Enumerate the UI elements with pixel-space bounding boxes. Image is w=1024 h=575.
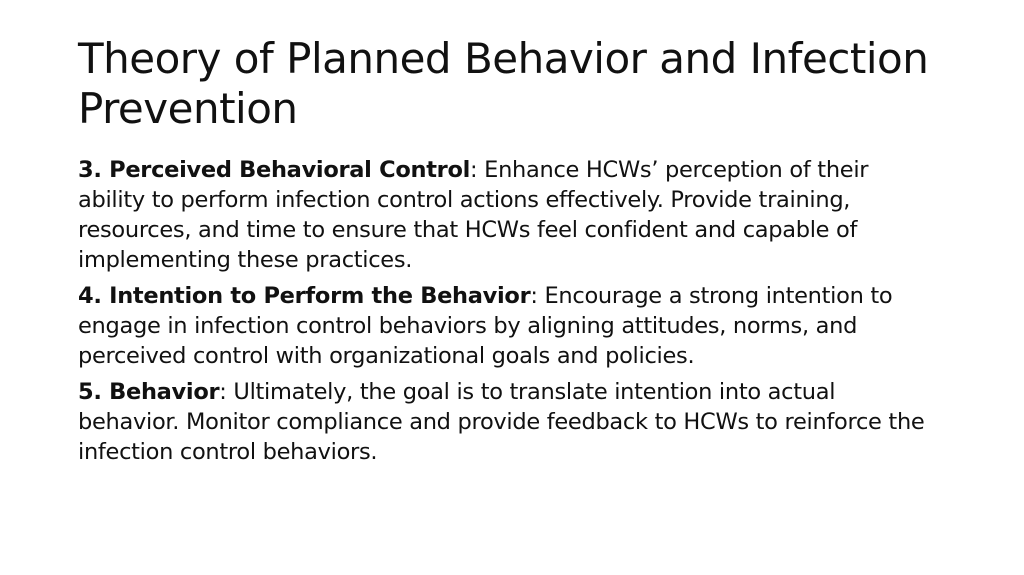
point-perceived-behavioral-control: [78, 155, 938, 275]
point-label: 3. Perceived Behavioral Control: [78, 157, 471, 183]
slide-title: Theory of Planned Behavior and Infection Prevention: [78, 34, 929, 133]
point-intention-to-perform: [78, 281, 938, 371]
point-text: : Ultimately, the goal is to translate intention into actual behavior. Monitor compliance and provide feedback to HCWs to reinforce the infection control behaviors.: [78, 379, 925, 465]
point-text: : Enhance HCWs’ perception of their ability to perform infection control actions effectively. Provide training, resources, and time to ensure that HCWs feel confident and capable of implementing these practices.: [78, 157, 869, 273]
point-label: 4. Intention to Perform the Behavior: [78, 283, 531, 309]
slide-body: [78, 155, 938, 473]
point-text: : Encourage a strong intention to engage in infection control behaviors by aligning attitudes, norms, and perceived control with organizational goals and policies.: [78, 283, 893, 369]
point-behavior: [78, 377, 938, 467]
point-label: 5. Behavior: [78, 379, 220, 405]
